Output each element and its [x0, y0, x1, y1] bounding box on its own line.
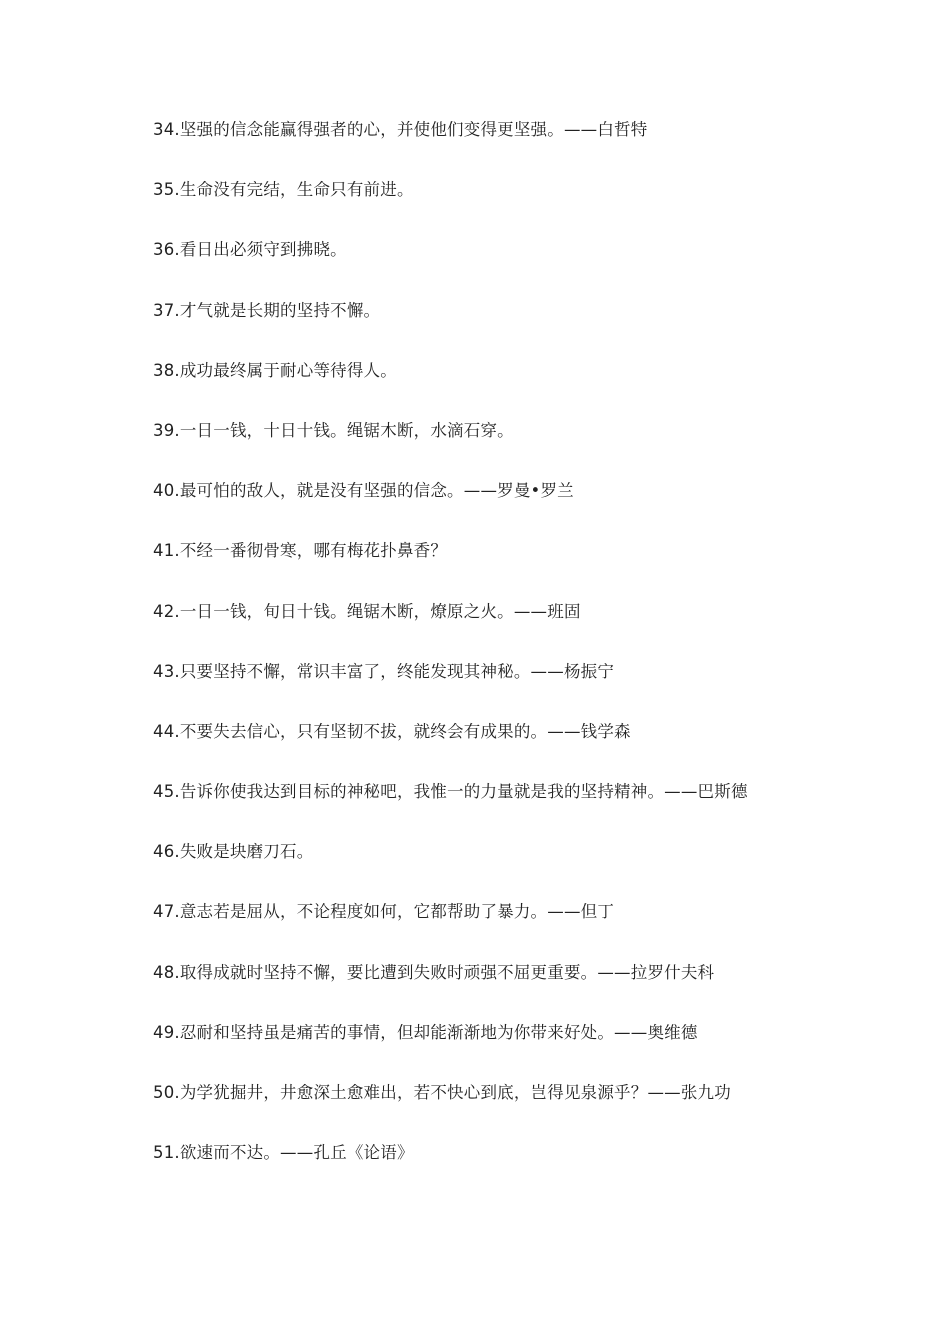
quote-item: 34.坚强的信念能赢得强者的心，并使他们变得更坚强。——白哲特 — [153, 120, 648, 139]
quote-item: 44.不要失去信心，只有坚韧不拔，就终会有成果的。——钱学森 — [153, 721, 631, 741]
quote-list — [153, 116, 913, 1199]
quote-item: 41.不经一番彻骨寒，哪有梅花扑鼻香？ — [153, 541, 448, 561]
quote-item: 50.为学犹掘井，井愈深土愈难出，若不快心到底，岂得见泉源乎？——张九功 — [153, 1083, 731, 1102]
quote-item: 40.最可怕的敌人，就是没有坚强的信念。——罗曼•罗兰 — [153, 481, 574, 501]
quote-item: 45.告诉你使我达到目标的神秘吧，我惟一的力量就是我的坚持精神。——巴斯德 — [153, 782, 748, 802]
quote-item: 37.才气就是长期的坚持不懈。 — [153, 300, 381, 320]
quote-item: 51.欲速而不达。——孔丘《论语》 — [153, 1143, 414, 1163]
quote-item: 39.一日一钱，十日十钱。绳锯木断，水滴石穿。 — [153, 420, 514, 440]
quote-item: 42.一日一钱，旬日十钱。绳锯木断，燎原之火。——班固 — [153, 601, 581, 621]
quote-item: 38.成功最终属于耐心等待得人。 — [153, 360, 397, 380]
quote-item: 47.意志若是屈从，不论程度如何，它都帮助了暴力。——但丁 — [153, 902, 615, 922]
quote-item: 43.只要坚持不懈，常识丰富了，终能发现其神秘。——杨振宁 — [153, 661, 615, 681]
quote-item: 48.取得成就时坚持不懈，要比遭到失败时顽强不屈更重要。——拉罗什夫科 — [153, 962, 715, 982]
quote-item: 46.失败是块磨刀石。 — [153, 842, 314, 862]
quote-item: 35.生命没有完结，生命只有前进。 — [153, 180, 414, 200]
quote-item: 36.看日出必须守到拂晓。 — [153, 240, 347, 260]
quote-item: 49.忍耐和坚持虽是痛苦的事情，但却能渐渐地为你带来好处。——奥维德 — [153, 1022, 698, 1042]
